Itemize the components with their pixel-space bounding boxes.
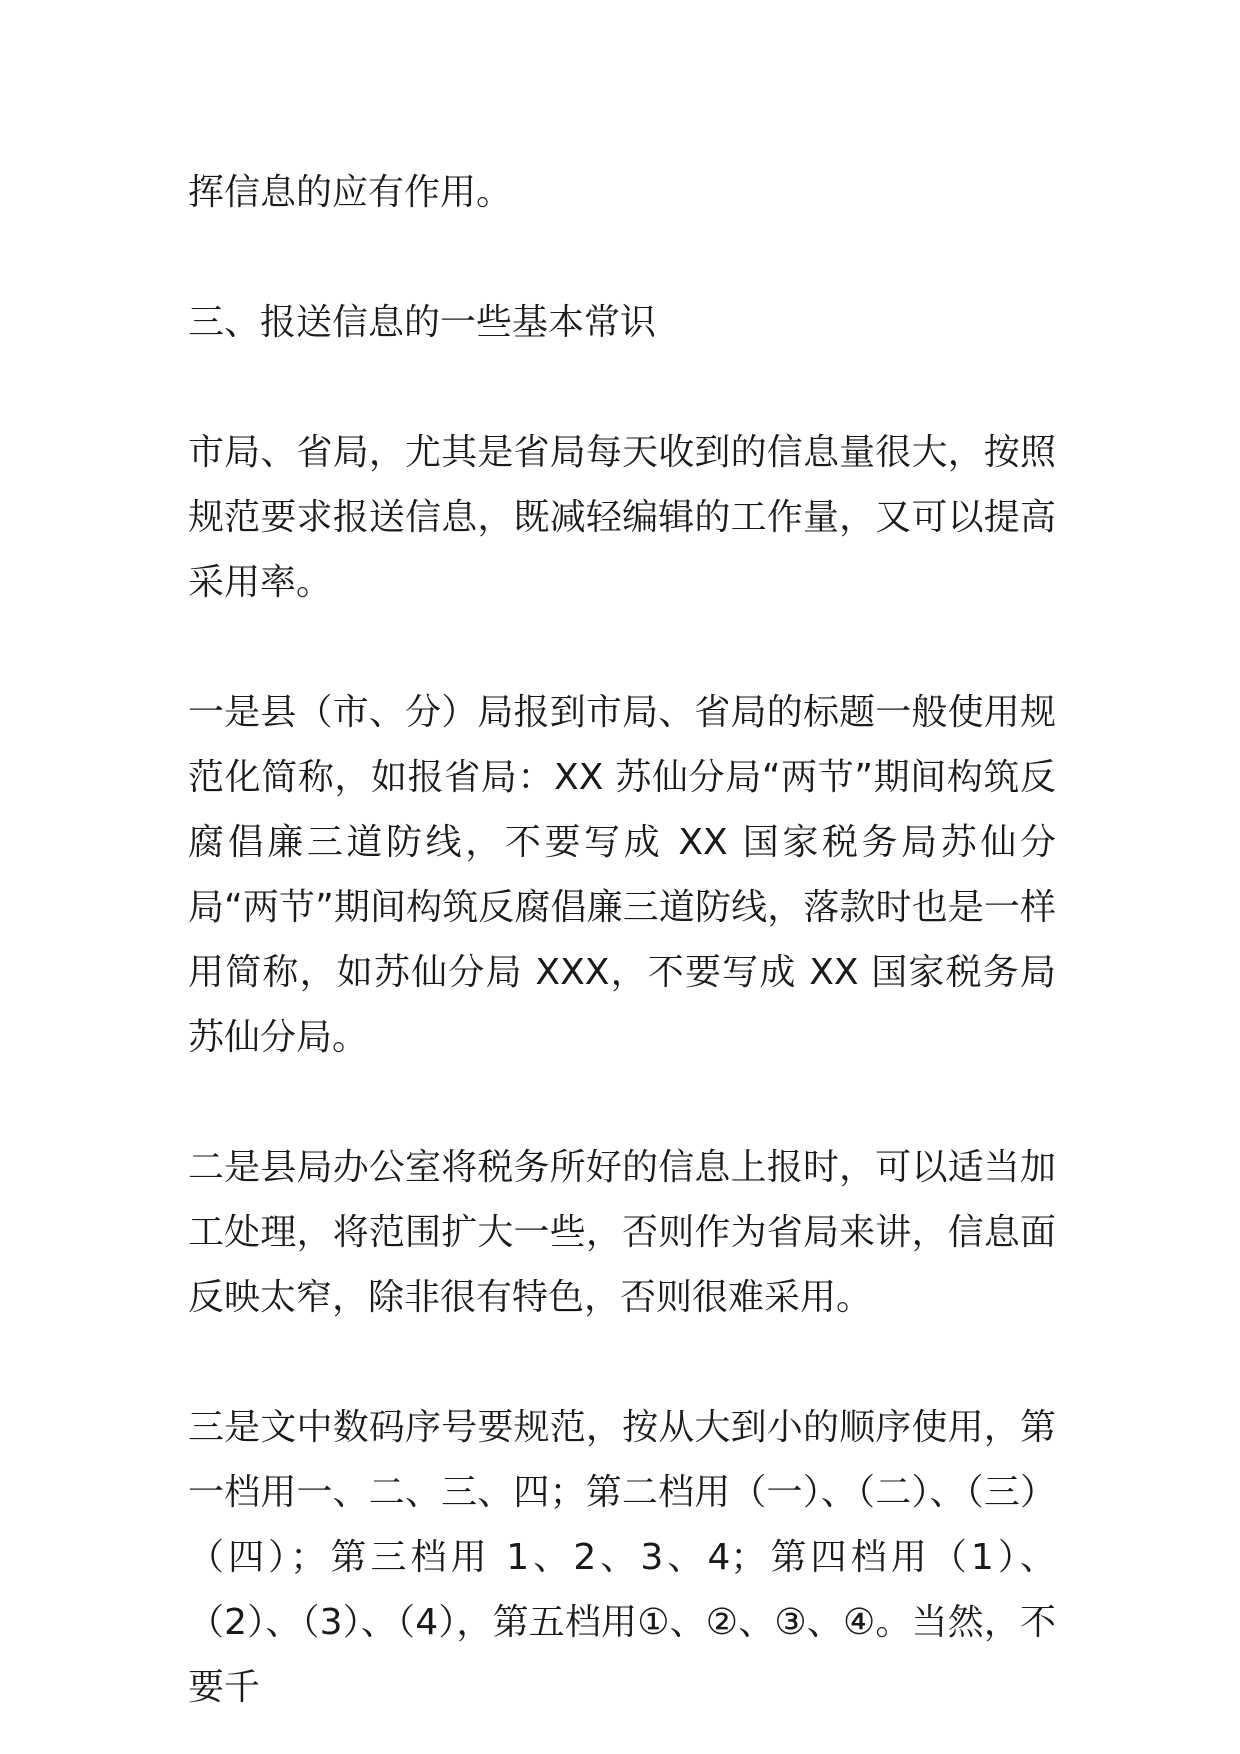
paragraph-point-one: 一是县（市、分）局报到市局、省局的标题一般使用规范化简称，如报省局：XX 苏仙分局“两节”期间构筑反腐倡廉三道防线，不要写成 XX 国家税务局苏仙分局“两节”期间构筑反腐倡廉三道防线，落款时也是一样用简称，如苏仙分局 XXX，不要写成 XX 国家税务局苏仙分局。 [188, 692, 1056, 1058]
paragraph-point-two: 二是县局办公室将税务所好的信息上报时，可以适当加工处理，将范围扩大一些，否则作为省局来讲，信息面反映太窄，除非很有特色，否则很难采用。 [188, 1147, 1056, 1318]
document-body [188, 160, 1056, 1720]
paragraph-continuation: 挥信息的应有作用。 [188, 172, 513, 213]
section-heading: 三、报送信息的一些基本常识 [188, 302, 657, 343]
paragraph-point-three: 三是文中数码序号要规范，按从大到小的顺序使用，第一档用一、二、三、四；第二档用（一）、（二）、（三）（四）；第三档用 1、2、3、4；第四档用（1）、（2）、（3）、（4），第五档用①、②、③、④。当然，不要千 [188, 1407, 1056, 1708]
paragraph-intro: 市局、省局，尤其是省局每天收到的信息量很大，按照规范要求报送信息，既减轻编辑的工作量，又可以提高采用率。 [188, 432, 1056, 603]
